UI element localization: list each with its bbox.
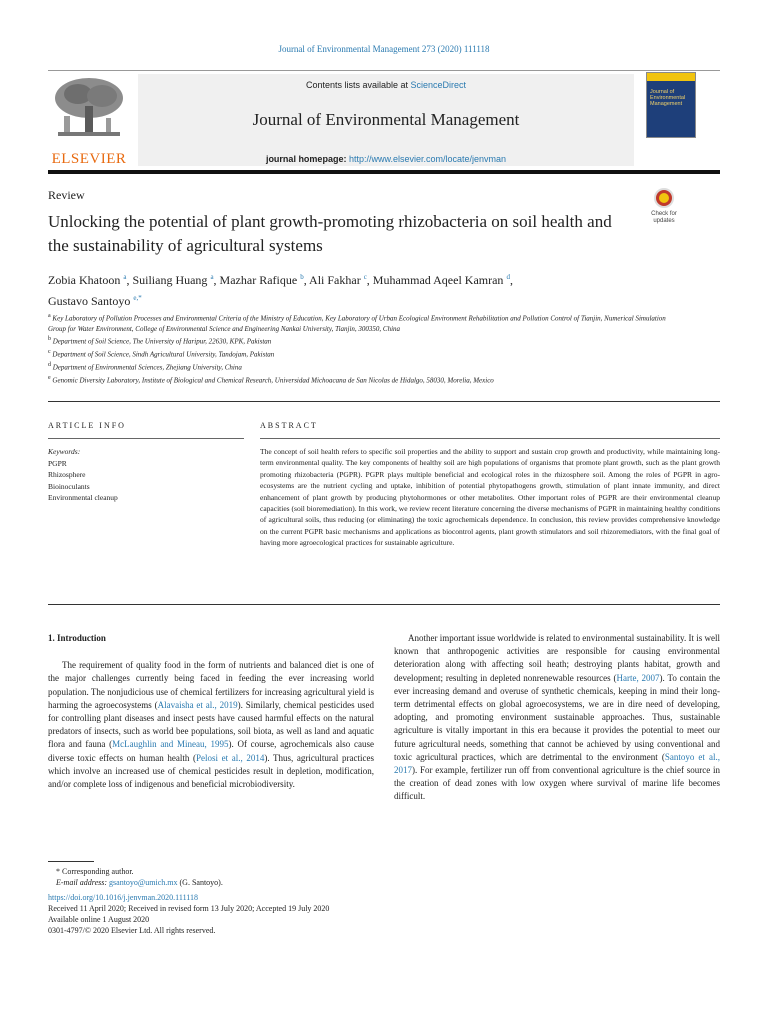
journal-cover-thumbnail[interactable] — [646, 72, 696, 138]
author-name[interactable]: Ali Fakhar — [309, 273, 361, 287]
abstract-text: The concept of soil health refers to specific soil properties and the ability to support and sustain crop growth and productivity, while maintaining long-term environmental quality. The key components of healthy soil are high populations of organisms that promote plant growth, such as the plant growth promoting rhizobacteria (PGPR). PGPR plays multiple beneficial and ecological roles in the rhizosphere soil. Among the roles of PGPR in agro-ecosystems are the nutrient cycling and uptake, inhibition of potential phytopathogens growth, stimulation of plant innate immunity, and direct enhancement of plant growth by producing phytohormones or other metabolites. Other important roles of PGPR are their environmental cleanup capacities (soil bioremediation). In this work, we review recent literature concerning the diverse mechanisms of PGPR in maintaining healthy conditions of agricultural soils, thus reducing (or eliminating) the toxic agrochemicals dependence. In conclusion, this review provides comprehensive knowledge on the current PGPR basic mechanisms and applications as biocontrol agents, plant growth stimulators and soil rhizoremediators, with the final goal of having more agroecological practices for sustainable agriculture. — [260, 447, 720, 548]
keywords-label: Keywords: — [48, 447, 81, 456]
keyword: Rhizosphere — [48, 470, 86, 479]
available-online: Available online 1 August 2020 — [48, 915, 150, 924]
affiliation-item — [48, 373, 668, 386]
affiliations — [48, 311, 668, 386]
paragraph-text: Another important issue worldwide is related to environmental sustainability. It is well known that anthropogenic activities are responsible for causing environmental deterioration along with affecting soil heath; destroying plants habitat, growth and development; resulting in depleted nonrenewable resources ( — [394, 633, 720, 683]
masthead-top-rule — [48, 70, 720, 71]
author-name[interactable]: Gustavo Santoyo — [48, 294, 131, 308]
body-paragraph — [48, 659, 374, 791]
author-affil-sup[interactable]: e,* — [133, 294, 142, 302]
abstract-bottom-rule — [48, 604, 720, 605]
author-affil-sup[interactable]: a — [210, 273, 214, 281]
affiliation-item — [48, 360, 668, 373]
check-for-updates-badge[interactable] — [646, 188, 682, 230]
affiliation-sup: d — [48, 361, 51, 368]
sciencedirect-link[interactable]: ScienceDirect — [410, 80, 467, 90]
author-affil-sup[interactable]: d — [506, 273, 510, 281]
section-heading: 1. Introduction — [48, 633, 106, 643]
affiliation-text: Department of Environmental Sciences, Zhejiang University, China — [52, 363, 242, 372]
masthead — [48, 70, 720, 170]
elsevier-logo[interactable] — [48, 76, 130, 166]
email-note — [48, 877, 728, 888]
author-name[interactable]: Mazhar Rafique — [219, 273, 298, 287]
paper-title: Unlocking the potential of plant growth-promoting rhizobacteria on soil health and the sustainability of agricultural systems — [48, 212, 612, 255]
author-name[interactable]: Muhammad Aqeel Kamran — [372, 273, 504, 287]
corresponding-text: Corresponding author. — [62, 867, 134, 876]
homepage-link[interactable]: http://www.elsevier.com/locate/jenvman — [348, 154, 507, 164]
author-list: Zobia Khatoon $^a$, Suiliang Huang $^a$, Mazhar Rafique $^b$, Ali Fakhar $^c$, Muhammad Aqeel Kamran $^d$, Gustavo Santoyo $^{e,*}$ — [48, 273, 513, 308]
keyword: PGPR — [48, 458, 67, 468]
cover-top-band — [647, 73, 695, 81]
affiliation-text: Genomic Diversity Laboratory, Institute of Biological and Chemical Research, Universidad Michoacana de San Nicolas de Hidalgo, 58030, Morelia, Mexico — [52, 376, 494, 385]
affiliation-sup: b — [48, 336, 51, 343]
body-paragraph — [394, 632, 720, 804]
email-owner: (G. Santoyo). — [179, 878, 223, 887]
section-divider — [48, 401, 720, 402]
author-name[interactable]: Zobia Khatoon — [48, 273, 121, 287]
check-updates-label: Check for updates — [651, 211, 677, 224]
affiliation-text: Department of Soil Science, The University of Haripur, 22630, KPK, Pakistan — [52, 337, 272, 346]
keywords-block — [48, 446, 244, 504]
journal-banner — [138, 74, 634, 166]
affiliation-sup: c — [48, 349, 51, 356]
copyright: 0301-4797/© 2020 Elsevier Ltd. All rights reserved. — [48, 926, 216, 935]
homepage-line — [138, 154, 634, 164]
received-dates: Received 11 April 2020; Received in revised form 13 July 2020; Accepted 19 July 2020 — [48, 904, 330, 913]
abstract-rule — [260, 438, 720, 439]
journal-title: Journal of Environmental Management — [252, 110, 520, 129]
keyword: Bioinoculants — [48, 481, 90, 491]
info-rule — [48, 438, 244, 439]
paragraph-text: ). Thus, agricultural practices which involve an increased use of chemical pesticides result in depletion, modification, and/or complete loss of indigenous and beneficial microbiodiversity. — [48, 752, 375, 790]
publisher-wordmark: ELSEVIER — [51, 151, 127, 167]
email-label: E-mail address: — [56, 878, 108, 887]
keyword: Environmental cleanup — [48, 493, 118, 502]
author-name[interactable]: Suiliang Huang — [132, 273, 208, 287]
homepage-label: journal homepage: — [265, 154, 347, 164]
doi-link[interactable]: https://doi.org/10.1016/j.jenvman.2020.111118 — [48, 893, 198, 902]
paragraph-text: ). Of course, agrochemicals also cause diverse toxic effects on human health ( — [48, 739, 374, 763]
tree-icon — [48, 76, 130, 140]
citation-link[interactable]: Alavaisha et al., 2019 — [157, 699, 238, 710]
journal-citation[interactable]: Journal of Environmental Management 273 (2020) 111118 — [278, 44, 490, 54]
affiliation-sup: a — [48, 313, 51, 319]
citation-link[interactable]: Pelosi et al., 2014 — [196, 752, 265, 763]
footnote-rule — [48, 861, 94, 862]
affiliation-item — [48, 347, 668, 360]
check-updates-icon-center — [659, 193, 669, 203]
citation-link[interactable]: Santoyo et al., 2017 — [394, 751, 720, 776]
paragraph-text: ). To contain the ever increasing demand and overuse of synthetic chemicals, keeping in mind their long-term detrimental effects on global agroecosystems, we are in dire need of developing, adopting, and promoting environment sustainable approaches. Thus, sustainable agriculture is vitally important in this era because it provides the potential to meet our future agricultural needs, something that cannot be achieved by using conventional and toxic agricultural practices, which are detrimental to the environment ( — [394, 672, 720, 762]
contents-line — [138, 80, 634, 90]
affiliation-text: Key Laboratory of Pollution Processes and Environmental Criteria of the Ministry of Education, Key Laboratory of Urban Ecological Environment Rehabilitation and Pollution Control of Tianjin, Numerical Simulation Group for Water Environment, College of Environmental Science and Engineering Nankai University, Tianjin, 300350, China — [48, 314, 666, 333]
paragraph-text: ). For example, fertilizer run off from conventional agriculture is the chief source in the creation of dead zones with low oxygen where survival of marine life becomes difficult. — [394, 765, 720, 802]
affiliation-item — [48, 311, 668, 334]
paragraph-text: ). Similarly, chemical pesticides used for controlling plant diseases and insect pests have caused harmful effects on the natural predators of insects, such as world bee populations, soil biota, as well as land and aquatic flora and fauna ( — [48, 699, 374, 750]
abstract-heading: ABSTRACT — [260, 421, 318, 430]
footnotes — [48, 866, 728, 936]
author-affil-sup[interactable]: a — [123, 273, 127, 281]
citation-link[interactable]: Harte, 2007 — [616, 672, 660, 683]
citation-link[interactable]: McLaughlin and Mineau, 1995 — [112, 739, 229, 750]
affiliation-text: Department of Soil Science, Sindh Agricultural University, Tandojam, Pakistan — [52, 350, 275, 359]
paragraph-text: The requirement of quality food in the form of nutrients and balanced diet is one of the major challenges currently being faced in feeding the ever increasing world population. The nonjudicious use of chemical fertilizers for increasing agricultural yield is harming the agroecosystems ( — [48, 660, 374, 710]
masthead-rule — [48, 170, 720, 174]
article-type: Review — [48, 188, 85, 202]
email-link[interactable]: gsantoyo@umich.mx — [109, 878, 178, 887]
body-column-left — [48, 632, 374, 791]
affiliation-sup: e — [48, 374, 51, 381]
author-affil-sup[interactable]: c — [363, 273, 367, 281]
body-column-right — [394, 632, 720, 804]
cover-title: Journal of Environmental Management — [650, 89, 686, 107]
article-info-heading: ARTICLE INFO — [48, 421, 126, 430]
contents-prefix: Contents lists available at — [305, 80, 411, 90]
affiliation-item — [48, 334, 668, 347]
corresponding-note: * Corresponding author. — [56, 867, 134, 876]
author-affil-sup[interactable]: b — [300, 273, 304, 281]
